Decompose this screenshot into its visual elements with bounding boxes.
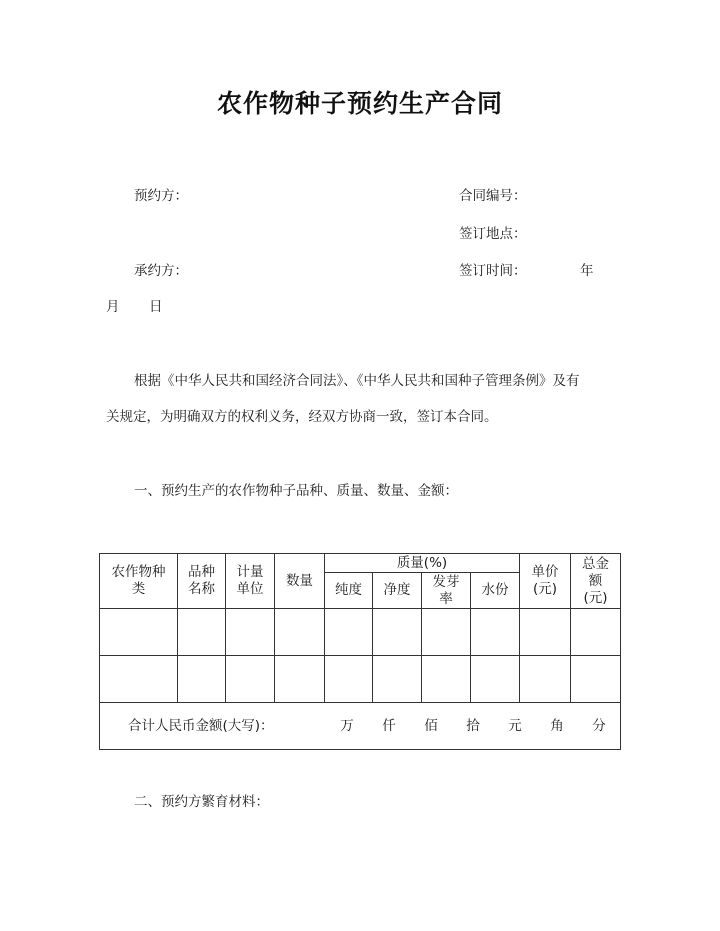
header-moisture: 水份 [471,573,520,609]
header-unit-line1: 计量 [236,564,264,580]
section-1-heading: 一、预约生产的农作物种子品种、质量、数量、金额： [134,483,458,499]
header-germination-line1: 发芽 [432,573,460,590]
table-total-row [100,703,621,750]
header-unit-line2: 单位 [236,581,264,597]
total-amount-label: 合计人民币金额(大写)： [128,717,274,734]
unit-bai: 佰 [424,717,438,734]
header-quantity: 数量 [275,554,325,609]
total-amount-cell [100,703,621,750]
header-purity: 纯度 [325,573,373,609]
cell-moisture[interactable] [471,656,520,703]
cell-crop-type[interactable] [100,609,178,656]
header-unit-price-line2: (元) [532,581,558,597]
cell-unit[interactable] [226,656,275,703]
cell-cleanliness[interactable] [373,609,422,656]
table-row [100,656,621,703]
unit-fen: 分 [592,717,606,734]
header-total-line3: (元) [583,589,608,606]
cell-unit-price[interactable] [520,656,571,703]
unit-qian: 仟 [382,717,396,734]
preamble-line-2: 关规定，为明确双方的权利义务，经双方协商一致，签订本合同。 [106,409,498,425]
section-2-heading: 二、预约方繁育材料： [134,794,269,810]
header-variety-line1: 品种 [188,564,215,580]
cell-moisture[interactable] [471,609,520,656]
cell-cleanliness[interactable] [373,656,422,703]
cell-purity[interactable] [325,656,373,703]
header-total-line1: 总金 [582,555,609,572]
cell-purity[interactable] [325,609,373,656]
unit-wan: 万 [340,717,354,734]
header-cleanliness: 净度 [373,573,422,609]
unit-yuan: 元 [508,717,522,734]
cell-variety-name[interactable] [178,656,226,703]
cell-unit[interactable] [226,609,275,656]
header-unit-price [520,554,571,609]
header-germination-line2: 率 [439,590,453,607]
seed-order-table [99,553,621,750]
header-quality-group: 质量(%) [325,554,520,573]
contractor-label: 承约方： [134,263,188,279]
cell-germination[interactable] [422,609,471,656]
header-variety-name [178,554,226,609]
cell-quantity[interactable] [275,609,325,656]
orderer-label: 预约方： [134,188,188,204]
header-variety-line2: 名称 [188,581,215,597]
cell-unit-price[interactable] [520,609,571,656]
header-unit-price-line1: 单价 [531,564,559,580]
header-unit [226,554,275,609]
header-total-amount [571,554,621,609]
sign-place-label: 签订地点： [459,226,527,242]
table-header-row [100,554,621,573]
table-row [100,609,621,656]
sign-time-label: 签订时间： [459,263,527,279]
year-label: 年 [580,263,594,279]
total-amount-line [100,718,620,735]
cell-quantity[interactable] [275,656,325,703]
header-total-line2: 额 [588,572,603,589]
day-label: 日 [149,299,163,315]
cell-crop-type[interactable] [100,656,178,703]
document-title: 农作物种子预约生产合同 [216,89,503,118]
cell-germination[interactable] [422,656,471,703]
cell-variety-name[interactable] [178,609,226,656]
month-label: 月 [106,299,120,315]
preamble-line-1: 根据《中华人民共和国经济合同法》、《中华人民共和国种子管理条例》及有 [134,373,580,389]
header-crop-type-line1: 农作物种 [111,564,166,580]
header-germination [422,573,471,609]
cell-total-amount[interactable] [571,656,621,703]
cell-total-amount[interactable] [571,609,621,656]
header-crop-type-line2: 类 [131,581,146,597]
header-crop-type [100,554,178,609]
unit-jiao: 角 [550,717,564,734]
contract-number-label: 合同编号： [459,188,527,204]
unit-shi: 拾 [466,717,480,734]
